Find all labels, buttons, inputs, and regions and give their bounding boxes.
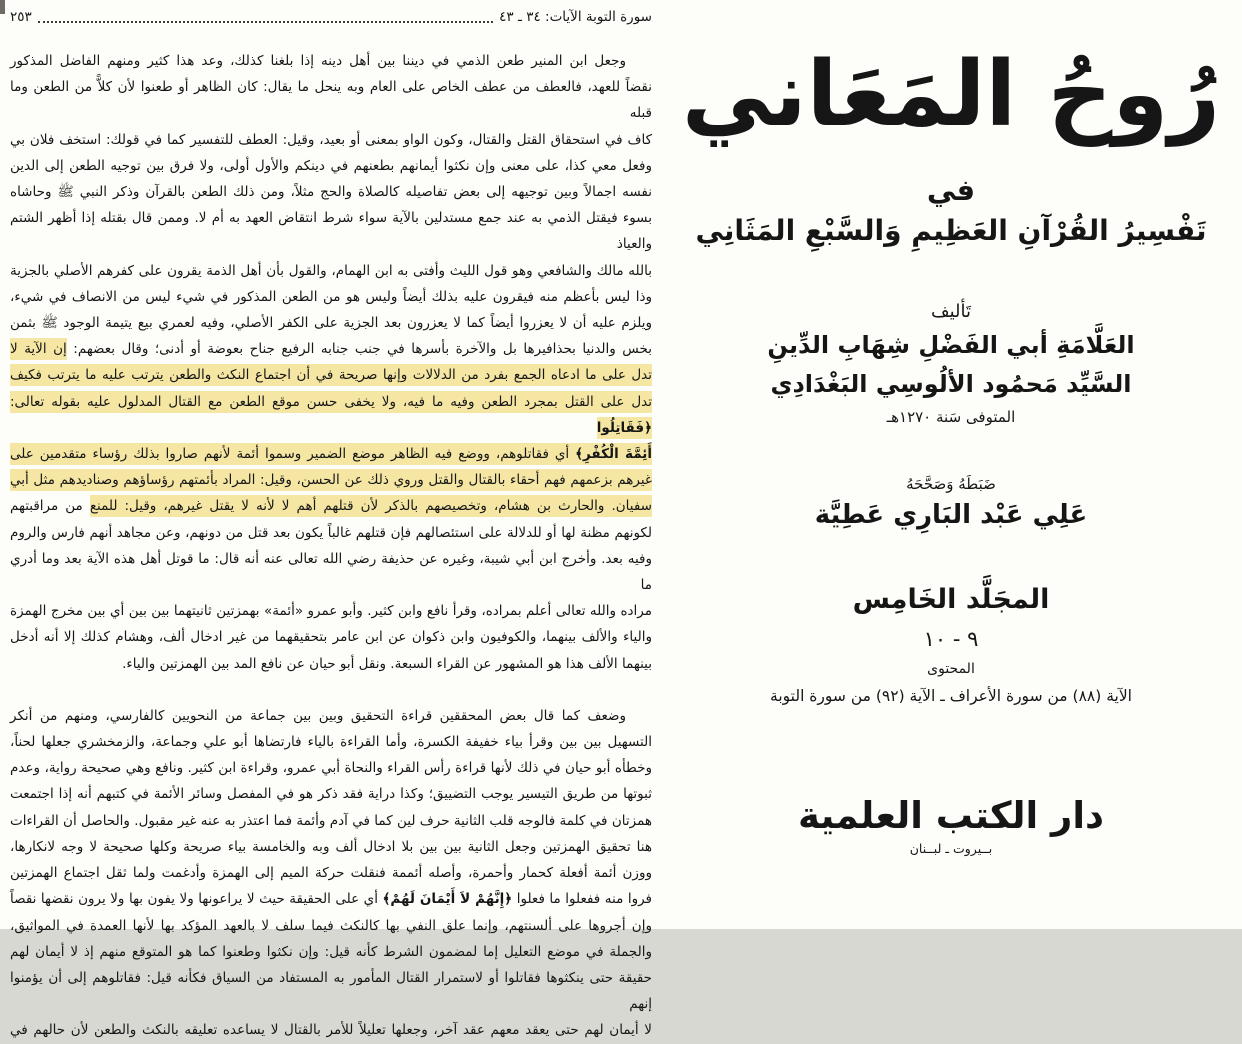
book-title: رُوحُ المَعَاني bbox=[681, 42, 1221, 147]
text-line bbox=[10, 179, 652, 205]
body-span: بينهما الألف هذا هو المشهور عن القراء السبعة. ونقل أبو حيان عن نافع المد بين الهمزتين والياء. bbox=[122, 655, 652, 672]
text-line bbox=[10, 860, 652, 886]
text-line bbox=[10, 153, 652, 179]
body-span: مراده والله تعالى أعلم بمراده، وقرأ نافع وابن كثير. وأبو عمرو «أئمة» بهمزتين ثانيتهما بين بين أي بين مخرج الهمزة bbox=[10, 603, 652, 620]
body-span: لا أيمان لهم حتى يعقد معهم عقد آخر، وجعلها تعليلاً للأمر بالقتال لا يساعده تعليقه بالنكث والطعن لأن حالهم في bbox=[10, 1022, 652, 1039]
text-line bbox=[10, 284, 652, 310]
text-line bbox=[10, 624, 652, 650]
body-span: وإن أجروها على ألسنتهم، وإنما علق النفي بها كالنكث فيما سلف لا بالعهد المؤكد بها لأنها العمدة في المواثيق، bbox=[10, 917, 652, 934]
body-span: نقضاً للعهد، فالعطف من عطف الخاص على العام وبه ينحل ما يقال: كان الظاهر أو طعنوا لأن كلاًّ من الطعن وما قبله bbox=[10, 79, 652, 122]
text-line bbox=[10, 493, 652, 519]
body-span: أي على الحقيقة حيث لا يراعونها ولا يفون بها ولا يرون نقضها نقصاً bbox=[10, 891, 383, 908]
quran-quote: ﴿إِنَّهُمْ لاَ أَيْمَانَ لَهُمْ﴾ bbox=[382, 891, 513, 908]
body-span: وذا ليس بأعظم منه فيقرون عليه بذلك أيضاً وليس هو من الطعن المذكور في شيء ليس من الانصاف في شيء، bbox=[10, 288, 652, 305]
body-span: فروا منه ففعلوا ما فعلوا bbox=[512, 891, 652, 908]
text-line bbox=[10, 389, 652, 441]
text-line bbox=[10, 913, 652, 939]
title-page bbox=[660, 0, 1242, 929]
body-span: هنا تحقيق الهمزتين وجعل الثانية بين بين بلا ادخال ألف وبه والخامسة بياء صريحة وكلها صحيحة لا وجه لانكارها، bbox=[10, 838, 652, 855]
body-span: بخس والدنيا بحذافيرها بل والآخرة بأسرها في جنب جنابه الرفيع جناح بعوضة أو أدنى؛ وقال بعضهم: bbox=[66, 341, 652, 358]
body-span: وفيه بعد. وأخرج ابن أبي شيبة، وغيره عن حذيفة رضي الله تعالى عنه أنه قال: ما قوتل أهل هذه الآية بعد وما أدري ما bbox=[10, 550, 652, 594]
body-span: حقيقة حتى ينكثوها فقاتلوا أو لاستمرار القتال المأمور به المستفاد من السياق فكأنه قيل: فقاتلوهم إلى أن يؤمنوا إنهم bbox=[10, 969, 652, 1013]
text-line bbox=[10, 729, 652, 755]
text-line bbox=[10, 755, 652, 781]
text-line bbox=[10, 362, 652, 388]
text-line bbox=[10, 520, 652, 546]
body-span: من مراقبتهم bbox=[10, 498, 90, 515]
body-span: وخطأه أبو حيان في ذلك لأنها قراءة رأس القراء والنحاة أبي عمرو، وقراءة ابن كثير. ونافع وهي صحيحة رواية، وعدم bbox=[10, 760, 652, 777]
author-death-year: المتوفى سَنة ١٢٧٠هـ bbox=[886, 408, 1016, 426]
text-line bbox=[10, 886, 652, 912]
body-span: كاف في استحقاق القتل والقتال، وكون الواو بمعنى أو بعيد، وقيل: العطف للتفسير كما في قولك: استخف فلان بي bbox=[10, 131, 652, 148]
volume-title: المجَلَّد الخَامِس bbox=[852, 584, 1050, 615]
text-line bbox=[10, 74, 652, 126]
paragraph bbox=[10, 48, 652, 677]
body-span: نفسه اجمالاً وبين توجيهه إلى بعض تفاصيله كالصلاة والحج مثلاً، ومن ذلك الطعن بالقرآن وذكر النبي ﷺ وحاشاه bbox=[10, 184, 652, 201]
authored-by-label: تَأليف bbox=[930, 301, 972, 322]
body-span: وضعف كما قال بعض المحققين قراءة التحقيق وبين بين جماعة من النحويين كالفارسي، ومنهم من أنكر bbox=[10, 707, 626, 724]
publisher-city: بــيروت ـ لبــنان bbox=[909, 841, 993, 856]
text-line bbox=[10, 205, 652, 257]
body-span: ثبوتها من طريق التيسير يوجب التضييق؛ وكذا دراية فقد ذكر هو في المفصل وسائر الأئمة في كتبهم أنه إذا اجتمعت bbox=[10, 786, 652, 803]
text-line bbox=[10, 781, 652, 807]
body-span: ويلزم عليه أن لا يعزروا أيضاً كما لا يعزرون بعد الجزية على الكفر الأصلي، وفيه لعمري بيع يتيمة الوجود ﷺ بثمن bbox=[10, 315, 652, 332]
highlighted-text: إن الآية لا bbox=[10, 338, 67, 360]
body-span: وفعل معي كذا، على معنى وإن نكثوا أيمانهم بطعنهم في دينكم والأول أولى، ولا فرق بين توجيه الطعن إلى الدين bbox=[10, 157, 652, 174]
text-line bbox=[10, 441, 652, 467]
highlighted-text: تدل على ما ادعاه الجمع بفرد من الدلالات وإنها صريحة في أن اجتماع النكث والطعن يترتب عليه ما يترتب فكيف bbox=[10, 364, 652, 386]
contents-range: الآية (٨٨) من سورة الأعراف ـ الآية (٩٢) من سورة التوبة bbox=[770, 687, 1132, 705]
text-line bbox=[10, 834, 652, 860]
left-page bbox=[10, 8, 652, 1044]
body-text bbox=[10, 48, 652, 1044]
edited-by-label: ضَبَطَهُ وَصَحَّحَهُ bbox=[906, 475, 996, 493]
title-connector-fi: في bbox=[926, 173, 976, 207]
text-line bbox=[10, 965, 652, 1017]
dotted-leader bbox=[38, 9, 493, 23]
contents-label: المحتوى bbox=[927, 661, 975, 677]
body-span: ووزن أئمة أفعلة كحمار وأحمرة، وأصله أئممة فنقلت حركة الميم إلى الهمزة وأدغمت ولما ثقل اجتماع الهمزتين bbox=[10, 865, 652, 882]
body-span: التسهيل بين بين وقرأ بياء خفيفة الكسرة، وأما القراءة بالياء فارتضاها أبو علي وجماعة، والزمخشري جعلها لحناً، bbox=[10, 734, 652, 751]
text-line bbox=[10, 336, 652, 362]
text-line bbox=[10, 703, 652, 729]
text-line bbox=[10, 546, 652, 598]
page-number: ٢٥٣ bbox=[10, 9, 32, 25]
highlighted-text: سفيان. والحارث بن هشام، وتخصيصهم بالذكر لأن قتلهم أهم لا لأنه لا يقتل غيرهم، وقيل: للمنع bbox=[90, 495, 652, 517]
scan-artifact bbox=[0, 0, 5, 14]
body-span: وجعل ابن المنير طعن الذمي في ديننا بين أهل دينه إذا بلغنا كذلك، وعد هذا كثير ومنهم الفاضل المذكور bbox=[10, 53, 626, 69]
text-line bbox=[10, 258, 652, 284]
text-line bbox=[10, 310, 652, 336]
page-header bbox=[10, 8, 652, 26]
highlighted-text: ﴿فَقَاتِلُوا bbox=[597, 417, 652, 439]
text-line bbox=[10, 598, 652, 624]
highlighted-text: تدل على القتل بمجرد الطعن وفيه ما فيه، ولا يخفى حسن موقع الطعن مع القتال المدلول عليه بقوله تعالى: bbox=[10, 391, 652, 413]
text-line bbox=[10, 48, 652, 74]
highlighted-text: أَئِمَّةَ الْكُفْرِ﴾ bbox=[575, 443, 652, 465]
text-line bbox=[10, 127, 652, 153]
text-line bbox=[10, 939, 652, 965]
body-span: بالله مالك والشافعي وهو قول الليث وأفتى به ابن الهمام، والقول بأن أهل الذمة يقرون على كفرهم الأصلي بالجزية bbox=[10, 262, 652, 279]
paragraph bbox=[10, 703, 652, 1044]
text-line bbox=[10, 467, 652, 493]
author-name-line2: السَّيِّد مَحمُود الألُوسِي البَغْدَادِي bbox=[770, 370, 1132, 398]
highlighted-text: أي فقاتلوهم، ووضع فيه الظاهر موضع الضمير وسموا أئمة لأنهم صاروا بذلك رؤساء متقدمين على bbox=[10, 443, 575, 465]
publisher-logo: دار الكتب العلمية bbox=[797, 794, 1104, 837]
body-span: بسوء فيقتل الذمي به عند جمع مستدلين بالآية سواء شرط انتقاض العهد به أم لا. وممن قال بقتله إذا أظهر الشتم والعياذ bbox=[10, 210, 652, 253]
editor-name: عَلِي عَبْد البَارِي عَطِيَّة bbox=[814, 500, 1088, 530]
body-span: والياء والألف بينهما، والكوفيون وابن ذكوان عن ابن عامر بتحقيقهما من غير ادخال ألف، وهشام كذلك إلا أنه أدخل bbox=[10, 629, 652, 646]
author-name-line1: العَلَّامَةِ أبي الفَضْلِ شِهَابِ الدِّينِ bbox=[767, 331, 1135, 359]
body-span: والجملة في موضع التعليل إما لمضمون الشرط كأنه قيل: وإن نكثوا وطعنوا كما هو المتوقع منهم إذ لا أيمان لهم bbox=[10, 943, 652, 960]
text-line bbox=[10, 1017, 652, 1043]
text-line bbox=[10, 808, 652, 834]
book-subtitle: تَفْسِيرُ القُرْآنِ العَظِيمِ وَالسَّبْعِ المَثَانِي bbox=[695, 214, 1207, 247]
volume-numbers: ٩ - ١٠ bbox=[923, 627, 979, 651]
text-line bbox=[10, 651, 652, 677]
highlighted-text: غيرهم بزعمهم فهم أحقاء بالقتال والقتل وروي ذلك عن الحسن، وقيل: المراد بأئمتهم رؤساؤهم وصناديدهم مثل أبي bbox=[10, 469, 652, 491]
body-span: همزتان في كلمة فالوجه قلب الثانية حرف لين كما في آدم وأئمة فما اعتذر به عنه غير مقبول. والحاصل أن القراءات bbox=[10, 812, 652, 829]
body-span: لكونهم مظنة لها أو للدلالة على استئصالهم فإن قتلهم غالباً يكون بعد قتل من دونهم، وعن مجاهد أنهم فارس والروم bbox=[10, 524, 652, 541]
header-surah-title: سورة التوبة الآيات: ٣٤ ـ ٤٣ bbox=[499, 9, 652, 25]
